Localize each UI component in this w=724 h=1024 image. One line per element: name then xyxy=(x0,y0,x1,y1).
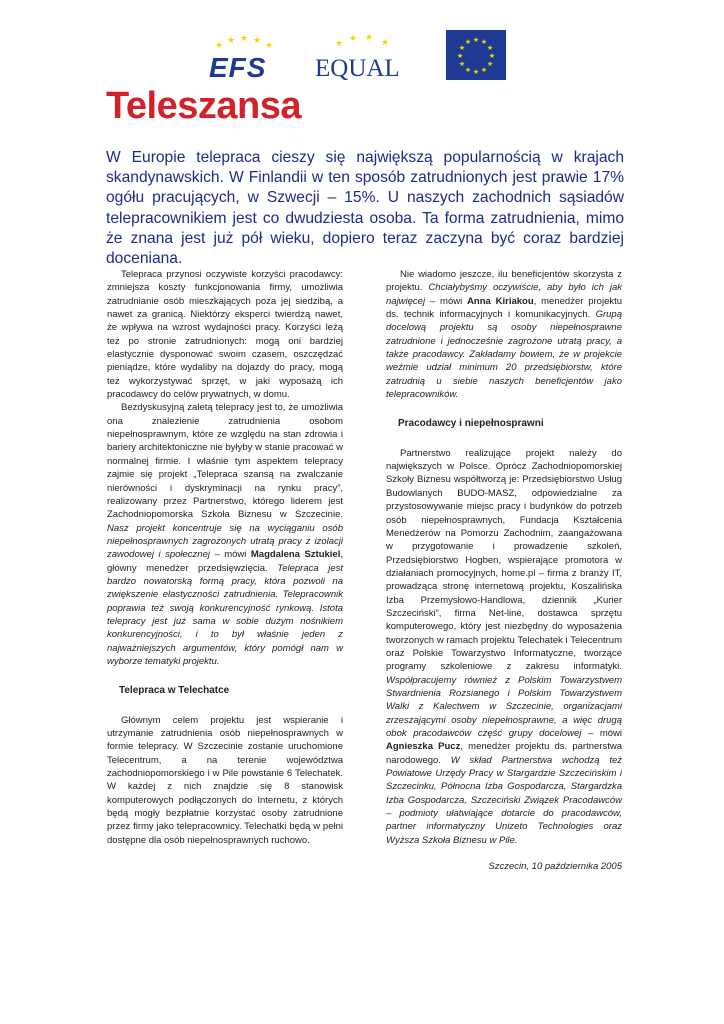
svg-text:★: ★ xyxy=(472,36,480,44)
svg-text:★: ★ xyxy=(349,34,358,44)
right-column xyxy=(386,268,622,873)
eu-flag-logo xyxy=(446,30,506,80)
svg-text:★: ★ xyxy=(458,60,466,68)
svg-text:★: ★ xyxy=(480,38,488,46)
svg-text:★: ★ xyxy=(253,36,262,46)
paragraph: Partnerstwo realizujące projekt należy do największych w Polsce. Oprócz Zachodniopomorskiej Szkoły Biznesu współtworzą je: Przedsiębiorstwo Usług Budowlanych BUDO-MASZ, odpowiedzialne za przystosowywanie miejsc pracy i budynków do potrzeb osób niepełnosprawnych, Fundacja Kształcenia Menedżerów na Pomorzu Zachodnim, zaangażowana w przygotowanie i prowadzenie szkoleń, Przedsiębiorstwo Hogben, wspierające promotora w działaniach promocyjnych, home.pl – firma z branży IT, prowadząca stronę internetową projektu, Koszalińska Izba Przemysłowo-Handlowa, dziennik „Kurier Szczeciński”, firma Net-line, dostawca sprzętu komputerowego, który jest niezbędny do wyposażenia tworzonych w ramach projektu Telechatek i Telecentrum oraz Polskie Towarzystwo Informatyczne, tworzące programy szkoleniowe z zakresu informatyki. Współpracujemy również z Polskim Towarzystwem Stwardnienia Rozsianego i Polskim Towarzystwem Walki z Kalectwem w Szczecinie, organizacjami zrzeszającymi osoby niepełnosprawne, a więc drugą obok pracodawców część grupy docelowej – mówi Agnieszka Pucz, menedżer projektu ds. partnerstwa narodowego. W skład Partnerstwa wchodzą też Powiatowe Urzędy Pracy w Stargardzie Szczecińskim i Szczecinku, Północna Izba Gospodarcza, Stargardzka Izba Gospodarcza, Szczeciński Związek Pracodawców – podmioty ułatwiające dotarcie do pracodawców, partner informatyczny Unizeto Technologies oraz Wyższa Szkoła Biznesu w Pile. xyxy=(386,447,623,846)
page-title: Teleszansa xyxy=(106,85,301,127)
equal-logo xyxy=(313,30,413,85)
svg-text:★: ★ xyxy=(381,38,390,48)
svg-text:★: ★ xyxy=(486,60,494,68)
svg-text:★: ★ xyxy=(365,33,374,43)
left-column xyxy=(107,268,343,847)
svg-text:★: ★ xyxy=(486,44,494,52)
svg-text:★: ★ xyxy=(265,41,274,51)
svg-text:★: ★ xyxy=(335,39,344,49)
logo-bar xyxy=(205,30,525,85)
lead-paragraph: W Europie telepraca cieszy się największą popularnością w krajach skandynawskich. W Finlandii w ten sposób zatrudnionych jest prawie 17% ogółu pracujących, w Szwecji – 15%. U naszych zachodnich sąsiadów telepracownikiem jest co dwudziesta osoba. Ta forma zatrudnienia, mimo że znana jest już pół wieku, dopiero teraz zaczyna być coraz bardziej doceniana. xyxy=(106,149,624,268)
paragraph: Głównym celem projektu jest wspieranie i utrzymanie zatrudnienia osób niepełnosprawnych w formie telepracy. W Szczecinie zostanie uruchomione Telecentrum, a na terenie województwa zachodniopomorskiego i w Pile powstanie 6 Telechatek. W każdej z nich znajdzie się 8 stanowisk komputerowych podłączonych do Internetu, z których będą mogły bezpłatnie korzystać osoby zatrudnione przez firmy jako telepracownicy. Telechatki będą w pełni dostępne dla osób niepełnosprawnych ruchowo. xyxy=(107,714,343,846)
svg-text:★: ★ xyxy=(240,34,249,44)
svg-text:★: ★ xyxy=(458,44,466,52)
section-heading: Telepraca w Telechatce xyxy=(119,685,230,697)
paragraph: Telepraca przynosi oczywiste korzyści pracodawcy: zmniejsza koszty funkcjonowania firmy, umożliwia zatrudnianie osób mieszkających poza jej siedzibą, a nawet za granicą. Niektórzy eksperci twierdzą nawet, że wpływa na wzrost wydajności pracy. Korzyści leżą też po stronie zatrudnionych: mogą oni bardziej elastycznie dysponować swoim czasem, oszczędzać pieniądze, które wydaliby na dojazdy do pracy, mogą też wykorzystywać sprzęt, w jaki wyposażą ich pracodawcy do celów prywatnych, w domu. xyxy=(107,269,343,401)
svg-text:★: ★ xyxy=(464,66,472,74)
svg-text:EQUAL: EQUAL xyxy=(315,55,400,82)
svg-text:★: ★ xyxy=(472,68,480,76)
paragraph: Nie wiadomo jeszcze, ilu beneficjentów skorzysta z projektu. Chciałybyśmy oczywiście, aby było ich jak najwięcej – mówi Anna Kiriakou, menedżer projektu ds. technik informacyjnych i komunikacyjnych. Grupą docelową projektu są osoby niepełnosprawne zatrudnione i jednocześnie zagrożone utratą pracy, a także pracodawcy. Zakładamy bowiem, że w projekcie weźmie udział minimum 20 przedsiębiorstw, które zatrudnią u siebie naszych beneficjentów jako telepracowników. xyxy=(386,269,623,401)
date-line: Szczecin, 10 października 2005 xyxy=(488,861,622,873)
svg-text:★: ★ xyxy=(464,38,472,46)
svg-text:★: ★ xyxy=(480,66,488,74)
svg-text:EFS: EFS xyxy=(209,52,267,83)
svg-text:★: ★ xyxy=(227,36,236,46)
svg-text:★: ★ xyxy=(215,41,224,51)
section-heading: Pracodawcy i niepełnosprawni xyxy=(398,418,544,430)
efs-logo xyxy=(205,30,285,85)
svg-text:★: ★ xyxy=(456,52,464,60)
svg-text:★: ★ xyxy=(488,52,496,60)
paragraph: Bezdyskusyjną zaletą telepracy jest to, że umożliwia ona znalezienie zatrudnienia osobom niepełnosprawnym, które ze względu na stan zdrowia i bariery architektoniczne nie byłyby w stanie pracować w normalnej firmie. I właśnie tym aspektem telepracy zajmie się projekt „Telepraca szansą na zwalczanie nierówności i dyskryminacji na rynku pracy”, realizowany przez Partnerstwo, którego liderem jest Zachodniopomorska Szkoła Biznesu w Szczecinie. Nasz projekt koncentruje się na wyciąganiu osób niepełnosprawnych zagrożonych utratą pracy z izolacji zawodowej i społecznej – mówi Magdalena Sztukiel, główny menedżer przedsięwzięcia. Telepraca jest bardzo nowatorską formą pracy, która pozwoli na zwiększenie elastyczności zatrudnienia. Telepracownik poprawia też swoją konkurencyjność rynkową. Istota telepracy jest już sama w sobie dużym nośnikiem konkurencyjności, i to był właśnie jeden z najważniejszych argumentów, który pomógł nam w wyborze tematyki projektu. xyxy=(107,402,344,667)
